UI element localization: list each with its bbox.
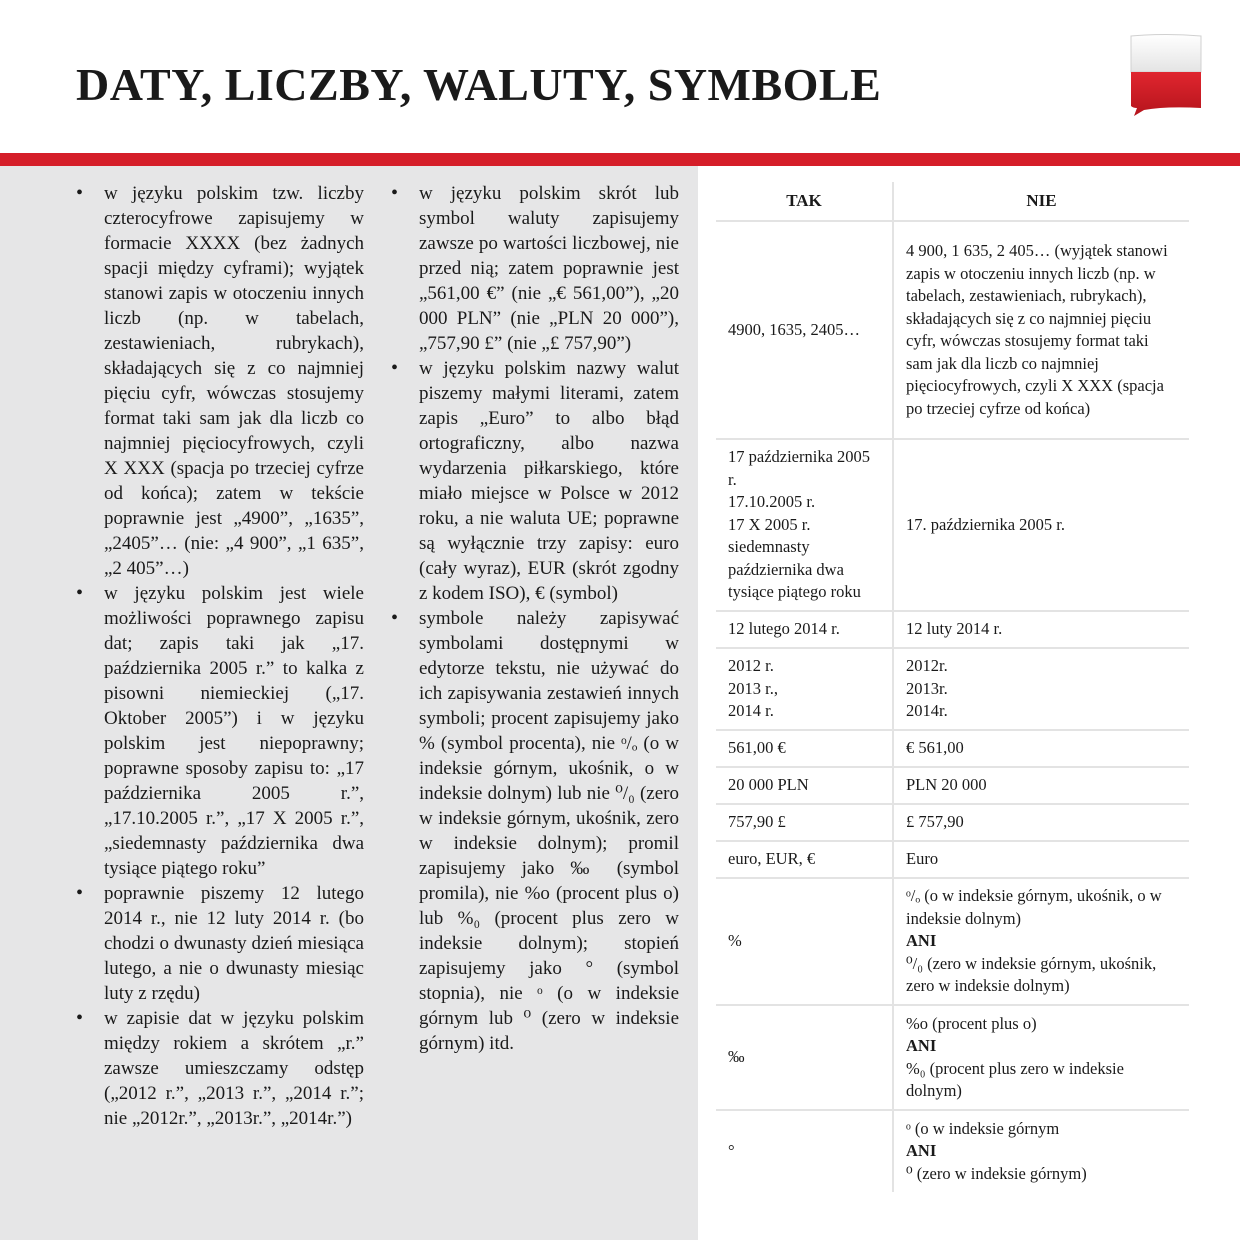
bullet-item: • w języku polskim skrót lub symbol waluty zapisujemy zawsze po wartości liczbowej, nie przed nią; zatem poprawnie jest „561,00 €” (nie „€ 561,00”), „20 000 PLN” (nie „PLN 20 000”), „757,90 £” (nie „£ 757,90”) (391, 181, 679, 356)
tak-cell: 17 października 2005 r. 17.10.2005 r. 17 X 2005 r. siedemnasty października dwa tysiące piątego roku (716, 439, 893, 611)
nie-cell: € 561,00 (893, 730, 1189, 767)
table-row (716, 730, 1189, 767)
text-column-2 (391, 181, 679, 1056)
tak-cell: 561,00 € (716, 730, 893, 767)
nie-cell: 12 luty 2014 r. (893, 611, 1189, 648)
polish-flag-icon (1128, 34, 1204, 116)
column-header-nie: NIE (893, 182, 1189, 221)
table-row (716, 1005, 1189, 1110)
table-row (716, 648, 1189, 730)
table-row (716, 767, 1189, 804)
bullet-item: • w języku polskim tzw. liczby czterocyfrowe zapisujemy w formacie XXXX (bez żadnych spacji między cyframi); wyjątek stanowi zapis w otoczeniu innych liczb (np. w tabelach, zestawieniach, rubrykach), składających się z co najmniej pięciu cyfr, wówczas stosujemy format taki sam jak dla liczb co najmniej pięciocyfrowych, czyli X XXX (spacja po trzeciej cyfrze od końca); zatem w tekście poprawnie jest „4900”, „1635”, „2405”… (nie: „4 900”, „1 635”, „2 405”…) (76, 181, 364, 581)
page-header (0, 0, 1240, 153)
nie-option: ⁰ (zero w indeksie górnym) (906, 1163, 1087, 1183)
nie-cell (893, 1110, 1189, 1192)
nie-option: %₀ (procent plus zero w indeksie dolnym) (906, 1058, 1124, 1100)
text-column-1 (76, 181, 364, 1131)
tak-cell: 757,90 £ (716, 804, 893, 841)
nie-cell: 17. października 2005 r. (893, 439, 1189, 611)
table-row (716, 221, 1189, 439)
table-row (716, 611, 1189, 648)
table-row (716, 878, 1189, 1005)
column-header-tak: TAK (716, 182, 893, 221)
nie-cell: 4 900, 1 635, 2 405… (wyjątek stanowi zapis w otoczeniu innych liczb (np. w tabelach, zestawieniach, rubrykach), składających się z co najmniej pięciu cyfr, wówczas stosujemy format taki sam jak dla liczb co najmniej pięciocyfrowych, czyli X XXX (spacja po trzeciej cyfrze od końca) (893, 221, 1189, 439)
nie-option: ᵒ (o w indeksie górnym (906, 1118, 1060, 1138)
bullet-item: • poprawnie piszemy 12 lutego 2014 r., nie 12 luty 2014 r. (bo chodzi o dwunasty dzień miesiąca lutego, a nie o dwunasty miesiąc luty z rzędu) (76, 881, 364, 1006)
nie-cell (893, 1005, 1189, 1110)
nie-cell: £ 757,90 (893, 804, 1189, 841)
bullet-item: • w języku polskim jest wiele możliwości poprawnego zapisu dat; zapis taki jak „17. października 2005 r.” to kalka z pisowni niemieckiej („17. Oktober 2005”) i w języku polskim jest niepoprawny; poprawne sposoby zapisu to: „17 października 2005 r.”, „17.10.2005 r.”, „17 X 2005 r.”, „siedemnasty października dwa tysiące piątego roku” (76, 581, 364, 881)
bullet-item: • symbole należy zapisywać symbolami dostępnymi w edytorze tekstu, nie używać do ich zapisywania zestawień innych symboli; procent zapisujemy jako % (symbol procenta), nie ᵒ/ₒ (o w indeksie górnym, ukośnik, o w indeksie dolnym) lub nie ⁰/₀ (zero w indeksie górnym, ukośnik, zero w indeksie dolnym); promil zapisujemy jako ‰ (symbol promila), nie %o (procent plus o) lub %₀ (procent plus zero w indeksie dolnym); stopień zapisujemy jako ° (symbol stopnia), nie ᵒ (o w indeksie górnym lub ⁰ (zero w indeksie górnym) itd. (391, 606, 679, 1056)
tak-cell: 12 lutego 2014 r. (716, 611, 893, 648)
nie-option: ⁰/₀ (zero w indeksie górnym, ukośnik, zero w indeksie dolnym) (906, 953, 1157, 996)
table-header-row (716, 182, 1189, 221)
nie-cell: PLN 20 000 (893, 767, 1189, 804)
nie-option: ᵒ/ₒ (o w indeksie górnym, ukośnik, o w indeksie dolnym) (906, 886, 1162, 928)
ani-label: ANI (906, 1036, 937, 1055)
bullet-item: • w zapisie dat w języku polskim między rokiem a skrótem „r.” zawsze umieszczamy odstęp („2012 r.”, „2013 r.”, „2014 r.”; nie „2012r.”, „2013r.”, „2014r.”) (76, 1006, 364, 1131)
tak-cell: euro, EUR, € (716, 841, 893, 878)
tak-cell: 4900, 1635, 2405… (716, 221, 893, 439)
tak-cell: 2012 r. 2013 r., 2014 r. (716, 648, 893, 730)
accent-divider (0, 153, 1240, 166)
tak-cell: ‰ (716, 1005, 893, 1110)
table-row (716, 841, 1189, 878)
tak-cell: ° (716, 1110, 893, 1192)
nie-option: %o (procent plus o) (906, 1013, 1037, 1033)
ani-label: ANI (906, 931, 937, 951)
tak-nie-table (716, 182, 1189, 1192)
nie-cell: 2012r. 2013r. 2014r. (893, 648, 1189, 730)
table-row (716, 1110, 1189, 1192)
table-row (716, 804, 1189, 841)
ani-label: ANI (906, 1141, 937, 1161)
tak-cell: % (716, 878, 893, 1005)
table-row (716, 439, 1189, 611)
nie-cell: Euro (893, 841, 1189, 878)
bullet-item: • w języku polskim nazwy walut piszemy małymi literami, zatem zapis „Euro” to albo błąd ortograficzny, albo nazwa wydarzenia piłkarskiego, które miało miejsce w Polsce w 2012 roku, a nie waluta UE; poprawne są wyłącznie trzy zapisy: euro (cały wyraz), EUR (skrót zgodny z kodem ISO), € (symbol) (391, 356, 679, 606)
nie-cell (893, 878, 1189, 1005)
page-title: DATY, LICZBY, WALUTY, SYMBOLE (76, 59, 882, 110)
tak-cell: 20 000 PLN (716, 767, 893, 804)
